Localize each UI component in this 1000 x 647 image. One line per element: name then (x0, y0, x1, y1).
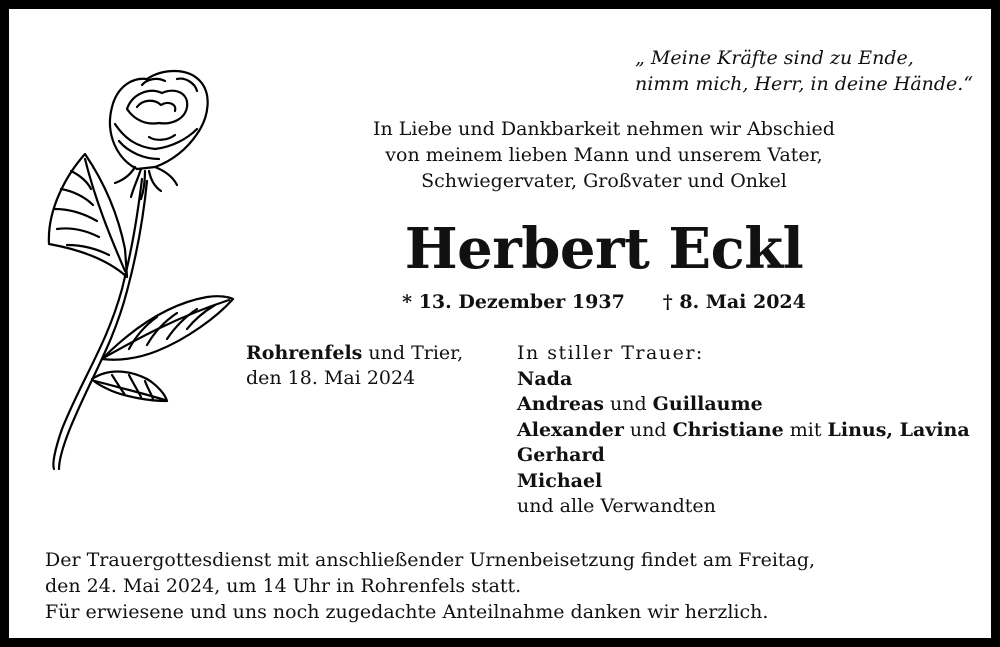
mourner-separator: mit (783, 418, 828, 441)
quote-line-2: nimm mich, Herr, in deine Hände.“ (635, 73, 974, 95)
mourner-row: und alle Verwandten (517, 495, 716, 517)
mourner-name: Alexander (517, 418, 624, 441)
mourners-list (517, 341, 970, 520)
birth-date: * 13. Dezember 1937 (402, 291, 625, 313)
intro-text (309, 116, 899, 194)
mourner-separator: und (603, 393, 653, 415)
mourner-row: Michael (517, 469, 603, 492)
mourner-name: Christiane (672, 418, 784, 441)
footer-line-2: den 24. Mai 2024, um 14 Uhr in Rohrenfels statt. (45, 575, 522, 597)
service-info (45, 547, 815, 625)
mourners-heading: In stiller Trauer: (517, 342, 704, 364)
place-town: Rohrenfels (246, 342, 363, 364)
mourner-name: Linus, Lavina (827, 418, 970, 441)
place-town-suffix: und Trier, (362, 342, 464, 364)
intro-line-2: von meinem lieben Mann und unserem Vater, (385, 144, 823, 166)
mourner-name: Guillaume (652, 393, 763, 415)
place-and-date (246, 341, 463, 391)
intro-line-1: In Liebe und Dankbarkeit nehmen wir Abschied (373, 118, 835, 140)
footer-line-3: Für erwiesene und uns noch zugedachte Anteilnahme danken wir herzlich. (45, 601, 769, 623)
place-date: den 18. Mai 2024 (246, 367, 416, 389)
mourner-separator: und (623, 418, 673, 441)
quote (635, 45, 973, 97)
life-dates (309, 289, 899, 315)
footer-line-1: Der Trauergottesdienst mit anschließender Urnenbeisetzung findet am Freitag, (45, 549, 816, 571)
mourner-row: Nada (517, 367, 573, 390)
mourner-row (517, 392, 970, 418)
mourner-row (517, 418, 970, 444)
rose-icon (37, 49, 242, 479)
intro-line-3: Schwiegervater, Großvater und Onkel (421, 170, 787, 192)
mourner-row: Gerhard (517, 444, 605, 466)
death-date: † 8. Mai 2024 (662, 291, 806, 313)
mourner-name: Andreas (517, 393, 604, 415)
deceased-name: Herbert Eckl (404, 216, 804, 282)
quote-line-1: „ Meine Kräfte sind zu Ende, (635, 47, 914, 69)
